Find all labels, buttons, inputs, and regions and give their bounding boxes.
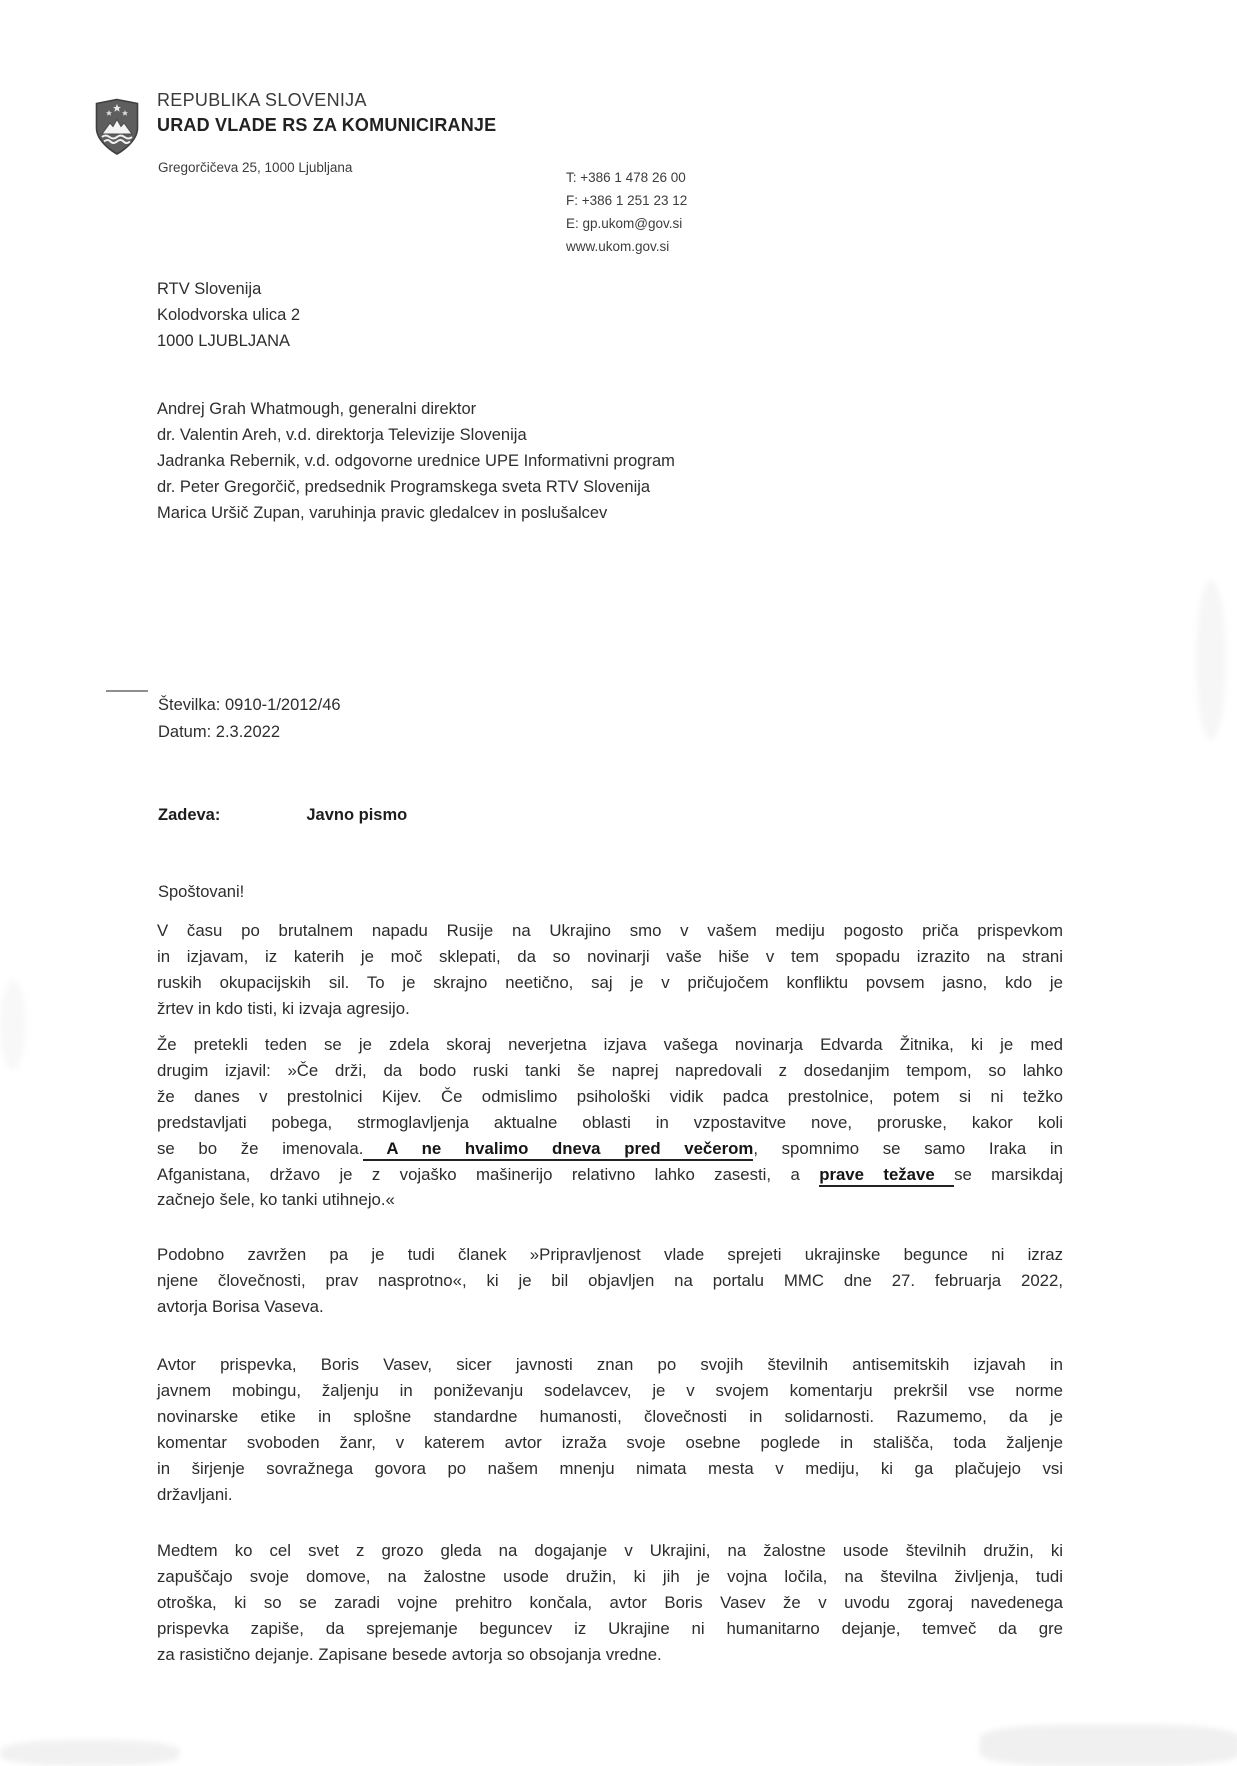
- letterhead-fax: F: +386 1 251 23 12: [566, 193, 688, 208]
- text-segment: , spomnimo se samo Iraka in: [753, 1138, 1063, 1158]
- text-line: Jadranka Rebernik, v.d. odgovorne urednice UPE Informativni program: [157, 452, 675, 470]
- text-line: dr. Valentin Areh, v.d. direktorja Televizije Slovenija: [157, 426, 527, 444]
- emphasized-underlined-text: prave težave: [819, 1165, 954, 1187]
- subject-label: Zadeva:: [158, 806, 221, 824]
- scan-artifact: [980, 1725, 1237, 1766]
- text-line: javnem mobingu, žaljenju in poniževanju sodelavcev, je v svojem komentarju prekršil vse norme: [157, 1380, 1063, 1400]
- text-line: Medtem ko cel svet z grozo gleda na dogajanje v Ukrajini, na žalostne usode številnih družin, ki: [157, 1541, 1063, 1560]
- text-line: zapuščajo svoje domove, na žalostne usode družin, ki jih je vojna ločila, na številna življenja, tudi: [157, 1566, 1063, 1586]
- text-line: Avtor prispevka, Boris Vasev, sicer javnosti znan po svojih številnih antisemitskih izjavah in: [157, 1355, 1063, 1374]
- body-paragraph-1: [157, 918, 1063, 1022]
- text-line: Marica Uršič Zupan, varuhinja pravic gledalcev in poslušalcev: [157, 504, 608, 522]
- slovenia-coat-of-arms-icon: [94, 98, 140, 156]
- letterhead-email: E: gp.ukom@gov.si: [566, 216, 683, 231]
- text-segment: se bo že imenovala.: [157, 1138, 364, 1158]
- text-line: in širjenje sovražnega govora po našem mnenju nimata mesta v mediju, ki ga plačujejo vsi: [157, 1458, 1063, 1478]
- document-date: Datum: 2.3.2022: [158, 723, 280, 741]
- text-line: predstavljati pobega, strmoglavljenja aktualne oblasti in vzpostavitve nove, proruske, kakor koli: [157, 1112, 1063, 1132]
- document-meta-block: [158, 692, 341, 746]
- text-line: avtorja Borisa Vaseva.: [157, 1296, 324, 1316]
- addressee-list: [157, 396, 675, 526]
- body-paragraph-2: [157, 1032, 1063, 1213]
- text-line: začnejo šele, ko tanki utihnejo.«: [157, 1190, 395, 1210]
- org-country-line: REPUBLIKA SLOVENIJA: [157, 90, 367, 110]
- text-line: ruskih okupacijskih sil. To je skrajno neetično, saj je v pričujočem konfliktu povsem jasno, kdo je: [157, 972, 1063, 992]
- letterhead-org-name: [157, 88, 496, 138]
- body-paragraph-4: [157, 1352, 1063, 1507]
- text-line: njene človečnosti, prav nasprotno«, ki je bil objavljen na portalu MMC dne 27. februarja 2022,: [157, 1270, 1063, 1290]
- subject-value: Javno pismo: [306, 806, 408, 824]
- text-line: RTV Slovenija: [157, 280, 262, 298]
- body-paragraph-5: [157, 1538, 1063, 1668]
- text-line: in izjavam, iz katerih je moč sklepati, da so novinarji vaše hiše v tem spopadu izrazito na strani: [157, 946, 1063, 966]
- text-line: 1000 LJUBLJANA: [157, 332, 290, 350]
- text-line: Že pretekli teden se je zdela skoraj neverjetna izjava vašega novinarja Edvarda Žitnika, ki je med: [157, 1035, 1063, 1054]
- letterhead-phone: T: +386 1 478 26 00: [566, 170, 686, 185]
- text-line: za rasistično dejanje. Zapisane besede avtorja so obsojanja vredne.: [157, 1644, 662, 1664]
- text-line: komentar svoboden žanr, v katerem avtor izraža svoje osebne poglede in stališča, toda žaljenje: [157, 1432, 1063, 1452]
- text-line: Kolodvorska ulica 2: [157, 306, 301, 324]
- text-line: drugim izjavil: »Če drži, da bodo ruski tanki še naprej napredovali z dosedanjim tempom, so lahko: [157, 1060, 1063, 1080]
- subject-line: [158, 806, 407, 825]
- scan-artifact: [0, 1740, 180, 1766]
- letterhead-contact-block: [566, 166, 687, 258]
- text-segment: se marsikdaj: [954, 1164, 1063, 1184]
- text-line: otroška, ki so se zaradi vojne prehitro končala, avtor Boris Vasev že v uvodu zgoraj navedenega: [157, 1592, 1063, 1612]
- text-line: [157, 1136, 1063, 1162]
- text-line: prispevka zapiše, da sprejemanje beguncev iz Ukrajine ni humanitarno dejanje, temveč da gre: [157, 1618, 1063, 1638]
- letterhead-website: www.ukom.gov.si: [566, 239, 670, 254]
- emphasized-underlined-text: A ne hvalimo dneva pred večerom: [363, 1139, 753, 1161]
- org-office-line: URAD VLADE RS ZA KOMUNICIRANJE: [157, 115, 497, 135]
- text-line: že danes v prestolnici Kijev. Če odmislimo psihološki vidik padca prestolnice, potem si ni težko: [157, 1086, 1063, 1106]
- text-line: žrtev in kdo tisti, ki izvaja agresijo.: [157, 998, 410, 1018]
- margin-fold-mark: [106, 690, 148, 692]
- document-number: Številka: 0910-1/2012/46: [158, 696, 341, 714]
- scan-artifact: [0, 980, 26, 1070]
- letterhead-address: Gregorčičeva 25, 1000 Ljubljana: [158, 160, 353, 175]
- recipient-address-block: [157, 276, 300, 354]
- salutation: Spoštovani!: [158, 883, 245, 901]
- text-line: državljani.: [157, 1484, 233, 1504]
- text-line: [157, 1162, 1063, 1188]
- text-line: Andrej Grah Whatmough, generalni direktor: [157, 400, 477, 418]
- text-line: V času po brutalnem napadu Rusije na Ukrajino smo v vašem mediju pogosto priča prispevkom: [157, 921, 1063, 940]
- body-paragraph-3: [157, 1242, 1063, 1320]
- scan-artifact: [1196, 580, 1226, 740]
- text-segment: Afganistana, državo je z vojaško mašinerijo relativno lahko zasesti, a: [157, 1164, 820, 1184]
- text-line: dr. Peter Gregorčič, predsednik Programskega sveta RTV Slovenija: [157, 478, 651, 496]
- text-line: Podobno zavržen pa je tudi članek »Pripravljenost vlade sprejeti ukrajinske begunce ni izraz: [157, 1245, 1063, 1264]
- text-line: novinarske etike in splošne standardne humanosti, človečnosti in solidarnosti. Razumemo, da je: [157, 1406, 1063, 1426]
